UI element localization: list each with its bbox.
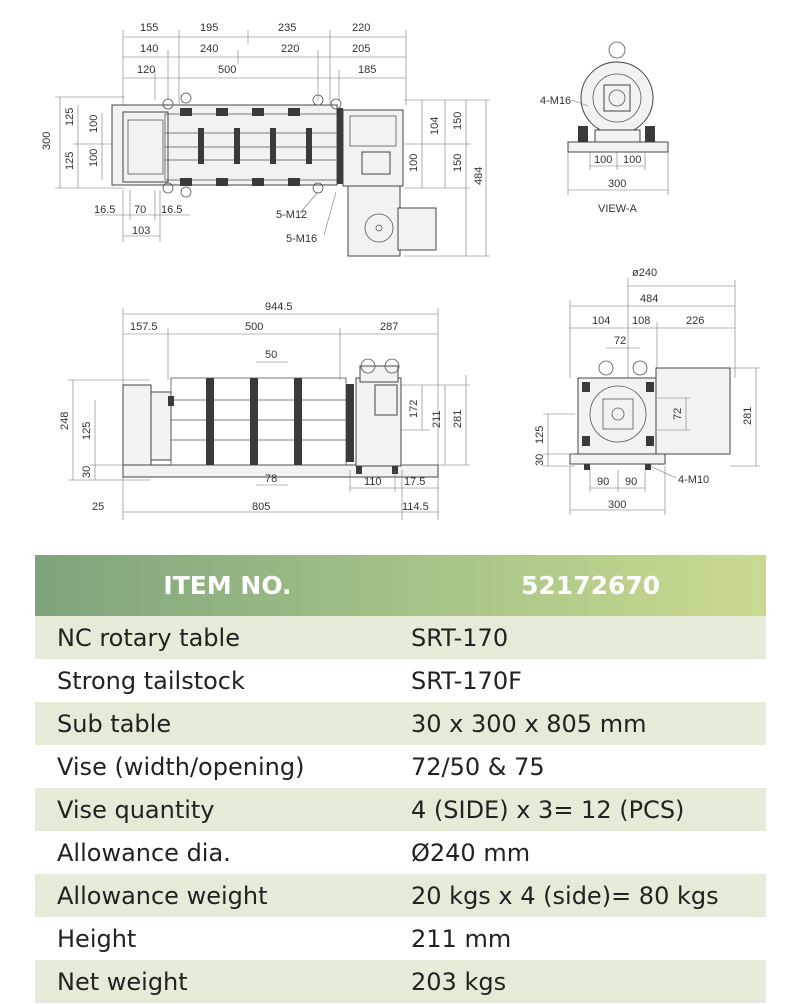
callout-4-m10: 4-M10	[678, 474, 710, 486]
dim-side-172: 172	[408, 399, 420, 418]
dim-side-125: 125	[81, 421, 93, 440]
dim-top-235: 235	[278, 22, 297, 34]
spec-label: Allowance dia.	[57, 838, 231, 867]
dim-top-220: 220	[352, 22, 371, 34]
spec-header-row	[35, 555, 766, 616]
dim-end-104: 104	[592, 315, 611, 327]
spec-row	[35, 831, 766, 874]
spec-row	[35, 616, 766, 659]
callout-5-m12: 5-M12	[276, 209, 308, 221]
dim-end-484: 484	[640, 293, 659, 305]
dim-view-a-100a: 100	[594, 154, 613, 166]
spec-label: Height	[57, 924, 137, 953]
dim-side-287: 287	[380, 321, 399, 333]
dim-end-90a: 90	[597, 476, 610, 488]
callout-view-a-4-m16: 4-M16	[540, 95, 572, 107]
view-a-label: VIEW-A	[598, 203, 637, 215]
spec-label: NC rotary table	[57, 623, 240, 652]
side-view	[59, 301, 470, 520]
dim-bottom-103: 103	[132, 225, 151, 237]
dim-left-100b: 100	[88, 148, 100, 167]
dim-side-157-5: 157.5	[130, 321, 158, 333]
dim-right-104: 104	[429, 116, 441, 135]
dim-end-diameter-240: ø240	[632, 267, 658, 279]
spec-value: 211 mm	[411, 924, 512, 953]
dim-side-25: 25	[92, 501, 105, 513]
view-a	[540, 42, 668, 215]
spec-label: Vise (width/opening)	[57, 752, 305, 781]
dim-end-90b: 90	[625, 476, 638, 488]
spec-value: Ø240 mm	[411, 838, 531, 867]
dim-side-78: 78	[265, 473, 278, 485]
spec-table	[35, 555, 766, 1003]
dim-side-50: 50	[265, 349, 278, 361]
spec-row	[35, 960, 766, 1003]
dim-end-281: 281	[742, 406, 754, 425]
spec-label: Strong tailstock	[57, 666, 245, 695]
dim-side-248: 248	[59, 411, 71, 430]
spec-row	[35, 917, 766, 960]
dim-end-125: 125	[534, 425, 546, 444]
spec-row	[35, 874, 766, 917]
spec-value: 20 kgs x 4 (side)= 80 kgs	[411, 881, 719, 910]
spec-value: 203 kgs	[411, 967, 507, 996]
dim-end-226: 226	[686, 315, 705, 327]
dim-view-a-300: 300	[608, 178, 627, 190]
dim-view-a-100b: 100	[623, 154, 642, 166]
spec-row	[35, 745, 766, 788]
spec-value: 72/50 & 75	[411, 752, 545, 781]
dim-end-72-top: 72	[614, 335, 627, 347]
dim-right-100: 100	[408, 153, 420, 172]
dim-bottom-16-5b: 16.5	[161, 204, 183, 216]
dim-left-300: 300	[41, 131, 53, 150]
dim-top-155: 155	[140, 22, 159, 34]
dim-top-185: 185	[358, 64, 377, 76]
dim-top-240: 240	[200, 43, 219, 55]
dim-top-500: 500	[218, 64, 237, 76]
dim-right-150b: 150	[452, 153, 464, 172]
end-view	[534, 267, 760, 515]
dim-top-120: 120	[137, 64, 156, 76]
dim-end-108: 108	[632, 315, 651, 327]
dim-side-805: 805	[252, 501, 271, 513]
spec-row	[35, 702, 766, 745]
dim-end-300: 300	[608, 499, 627, 511]
callout-5-m16: 5-M16	[286, 233, 318, 245]
spec-value: SRT-170	[411, 623, 509, 652]
item-no-label: ITEM NO.	[163, 571, 292, 600]
spec-value: SRT-170F	[411, 666, 522, 695]
dim-bottom-70: 70	[134, 204, 147, 216]
spec-value: 30 x 300 x 805 mm	[411, 709, 647, 738]
spec-label: Sub table	[57, 709, 172, 738]
dim-side-281: 281	[452, 409, 464, 428]
dim-top-220b: 220	[281, 43, 300, 55]
spec-row	[35, 788, 766, 831]
spec-value: 4 (SIDE) x 3= 12 (PCS)	[411, 795, 685, 824]
spec-label: Allowance weight	[57, 881, 268, 910]
spec-label: Net weight	[57, 967, 188, 996]
dim-end-72-right: 72	[672, 407, 684, 420]
dim-left-125b: 125	[64, 151, 76, 170]
dim-side-500: 500	[245, 321, 264, 333]
spec-row	[35, 659, 766, 702]
item-no-value: 52172670	[521, 571, 661, 600]
dim-side-114-5: 114.5	[402, 501, 429, 513]
dim-right-484: 484	[473, 166, 485, 185]
dim-side-30: 30	[81, 465, 93, 478]
dim-left-100a: 100	[88, 114, 100, 133]
top-view	[41, 22, 490, 256]
dim-left-125a: 125	[64, 107, 76, 126]
dim-end-30: 30	[534, 453, 546, 466]
dim-top-195: 195	[200, 22, 219, 34]
dim-side-944-5: 944.5	[265, 301, 293, 313]
dim-top-205: 205	[352, 43, 371, 55]
dim-bottom-16-5a: 16.5	[94, 204, 116, 216]
spec-label: Vise quantity	[57, 795, 215, 824]
dim-top-140: 140	[140, 43, 159, 55]
dim-side-110: 110	[364, 476, 382, 488]
dim-side-17-5: 17.5	[404, 476, 426, 488]
dim-right-150a: 150	[452, 111, 464, 130]
dim-side-211: 211	[431, 410, 443, 428]
